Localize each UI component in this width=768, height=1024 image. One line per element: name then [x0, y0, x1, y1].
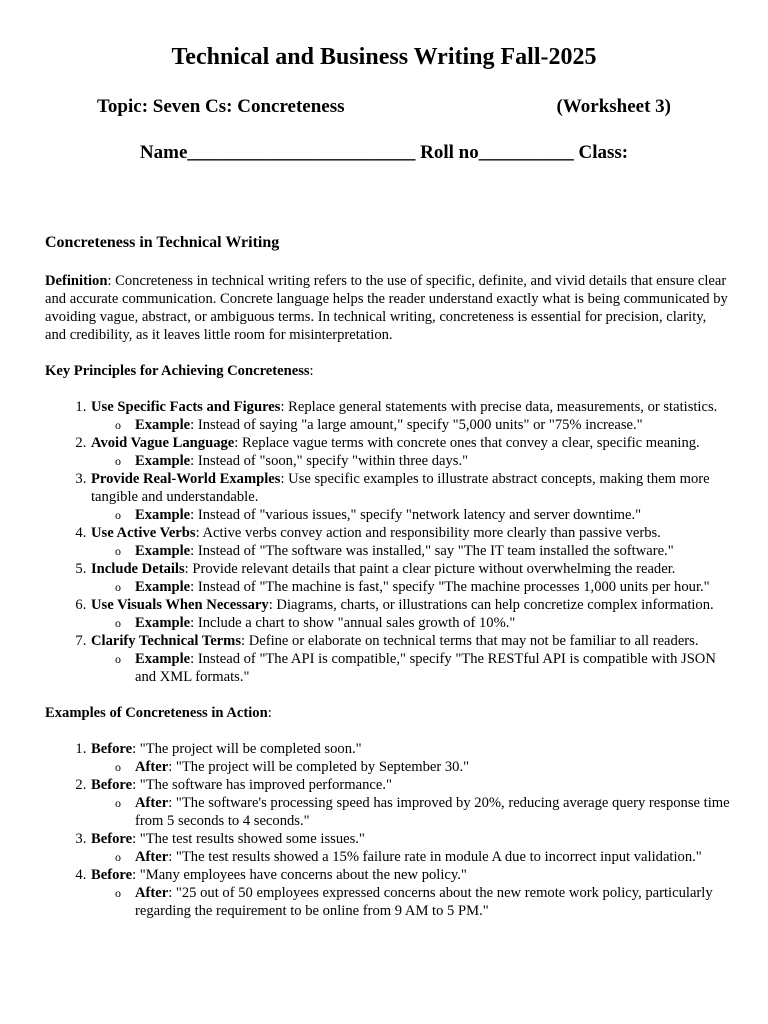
principles-heading-label: Key Principles for Achieving Concreteness [45, 363, 310, 379]
principle-title: Use Visuals When Necessary [91, 597, 269, 613]
example-item: o Example: Instead of saying "a large amount," specify "5,000 units" or "75% increase." [135, 416, 730, 434]
examples-list [45, 740, 730, 920]
principle-title: Use Active Verbs [91, 525, 196, 541]
example-item: o Example: Instead of "The machine is fast," specify "The machine processes 1,000 units per hour." [135, 578, 730, 596]
principles-list [45, 398, 730, 686]
principle-title: Clarify Technical Terms [91, 633, 241, 649]
after-list [91, 794, 730, 830]
list-item [90, 560, 730, 596]
after-list [91, 848, 730, 866]
worksheet-label: (Worksheet 3) [556, 96, 671, 117]
principle-desc: : Use specific examples to illustrate abstract concepts, making them more tangible and understandable. [91, 471, 710, 505]
list-item [90, 866, 730, 920]
principle-desc: : Define or elaborate on technical terms that may not be familiar to all readers. [241, 633, 699, 649]
example-list [91, 650, 730, 686]
principle-title: Include Details [91, 561, 185, 577]
definition-label: Definition [45, 273, 108, 289]
before-label: Before [91, 831, 133, 847]
principle-desc: : Diagrams, charts, or illustrations can help concretize complex information. [268, 597, 714, 613]
examples-heading-label: Examples of Concreteness in Action [45, 705, 268, 721]
example-item: o Example: Instead of "The software was installed," say "The IT team installed the software." [135, 542, 730, 560]
after-item: o After: "25 out of 50 employees expressed concerns about the new remote work policy, particularly regarding the requirement to be online from 9 AM to 5 PM." [135, 884, 730, 920]
after-list [91, 884, 730, 920]
list-item [90, 776, 730, 830]
example-list [91, 452, 730, 470]
example-list [91, 416, 730, 434]
list-item [90, 434, 730, 470]
principle-desc: : Replace general statements with precise data, measurements, or statistics. [280, 399, 718, 415]
before-label: Before [91, 777, 133, 793]
document-title: Technical and Business Writing Fall-2025 [171, 44, 597, 70]
example-item: o Example: Instead of "various issues," specify "network latency and server downtime." [135, 506, 730, 524]
after-item: o After: "The test results showed a 15% failure rate in module A due to incorrect input validation." [135, 848, 730, 866]
topic-row [97, 96, 671, 122]
list-item [90, 524, 730, 560]
before-text: : "The project will be completed soon." [132, 741, 362, 757]
list-item [90, 632, 730, 686]
principle-title: Avoid Vague Language [91, 435, 235, 451]
before-label: Before [91, 741, 133, 757]
before-text: : "Many employees have concerns about the new policy." [132, 867, 467, 883]
list-item [90, 830, 730, 866]
after-item: o After: "The project will be completed by September 30." [135, 758, 730, 776]
section-heading: Concreteness in Technical Writing [45, 234, 280, 251]
example-item: o Example: Instead of "The API is compatible," specify "The RESTful API is compatible with JSON and XML formats." [135, 650, 730, 686]
before-text: : "The test results showed some issues." [132, 831, 365, 847]
list-item [90, 398, 730, 434]
example-list [91, 506, 730, 524]
principle-desc: : Provide relevant details that paint a clear picture without overwhelming the reader. [184, 561, 676, 577]
example-list [91, 578, 730, 596]
list-item [90, 740, 730, 776]
before-text: : "The software has improved performance." [132, 777, 392, 793]
list-item [90, 470, 730, 524]
example-list [91, 614, 730, 632]
list-item [90, 596, 730, 632]
example-item: o Example: Instead of "soon," specify "within three days." [135, 452, 730, 470]
topic-label: Topic: Seven Cs: Concreteness [97, 96, 345, 117]
student-info-line: Name________________________ Roll no__________ Class: [139, 142, 629, 163]
after-item: o After: "The software's processing speed has improved by 20%, reducing average query response time from 5 seconds to 4 seconds." [135, 794, 730, 830]
example-list [91, 542, 730, 560]
principle-desc: : Active verbs convey action and responsibility more clearly than passive verbs. [195, 525, 661, 541]
definition-paragraph [45, 272, 730, 344]
principle-title: Provide Real-World Examples [91, 471, 281, 487]
principle-title: Use Specific Facts and Figures [91, 399, 281, 415]
before-label: Before [91, 867, 133, 883]
definition-text: : Concreteness in technical writing refers to the use of specific, definite, and vivid details that ensure clear and accurate communication. Concrete language helps the reader understand exactly what is being communicated by avoiding vague, abstract, or ambiguous terms. In technical writing, concreteness is essential for precision, clarity, and credibility, as it leaves little room for misinterpretation. [45, 273, 728, 343]
principles-heading: Key Principles for Achieving Concreteness: [45, 363, 314, 379]
examples-heading: Examples of Concreteness in Action: [45, 705, 272, 721]
example-item: o Example: Include a chart to show "annual sales growth of 10%." [135, 614, 730, 632]
principle-desc: : Replace vague terms with concrete ones that convey a clear, specific meaning. [234, 435, 700, 451]
after-list [91, 758, 730, 776]
document-body [45, 232, 730, 938]
